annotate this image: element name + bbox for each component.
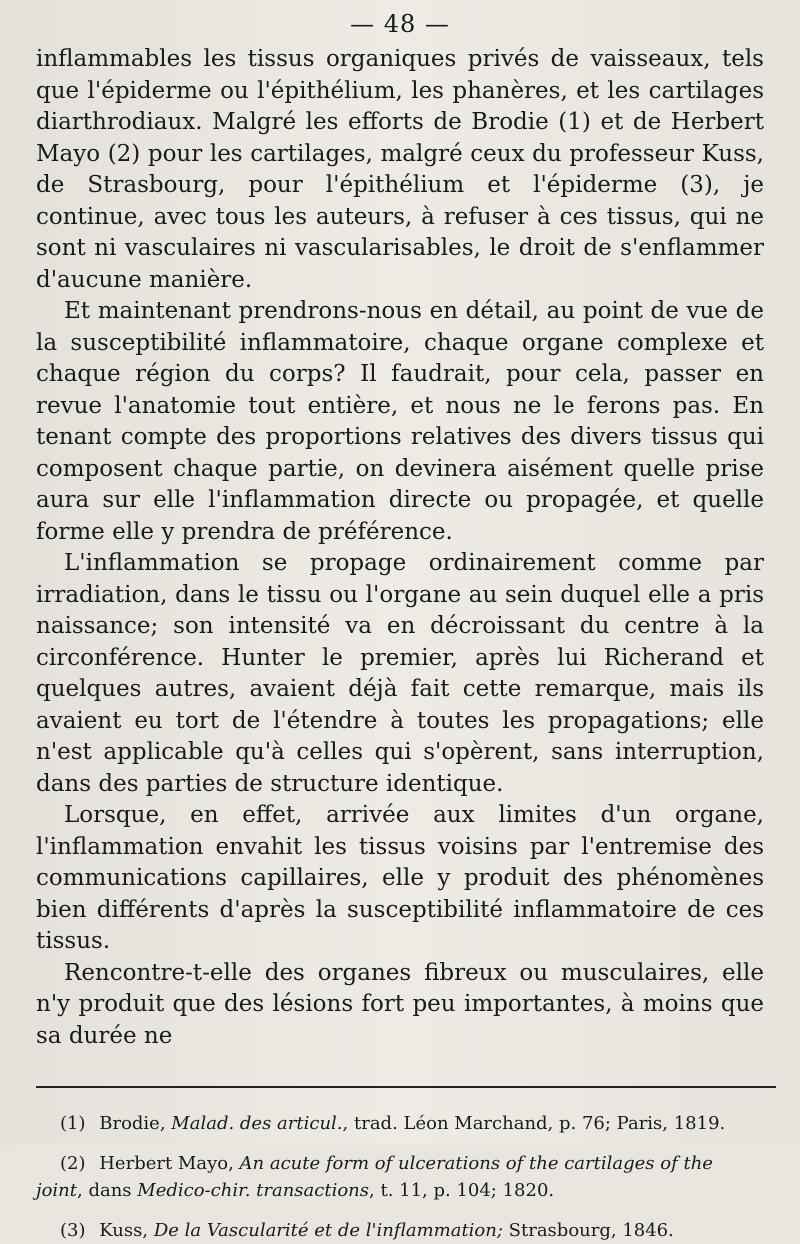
footnote-divider: [36, 1086, 776, 1088]
page-number: — 48 —: [350, 10, 450, 38]
paragraph: Lorsque, en effet, arrivée aux limites d'un organe, l'inflammation envahit les tissus voisins par l'entremise des communications capillaires, elle y produit des phénomènes bien différents d'après la susceptibilité inflammatoire de ces tissus.: [36, 802, 764, 954]
footnote-author: Herbert Mayo,: [99, 1153, 234, 1174]
footnote-title: De la Vascularité et de l'inflammation;: [153, 1220, 503, 1241]
footnotes: [36, 1110, 764, 1244]
footnote-author: Brodie,: [99, 1113, 166, 1134]
footnote-number: (1): [60, 1113, 86, 1134]
footnote-title: An acute form of ulcerations of the cartilages of the joint: [36, 1153, 713, 1201]
footnote-number: (3): [60, 1220, 86, 1241]
body-text: [36, 44, 764, 1052]
paragraph: inflammables les tissus organiques privés de vaisseaux, tels que l'épiderme ou l'épithélium, les phanères, et les cartilages diarthrodiaux. Malgré les efforts de Brodie (1) et de Herbert Mayo (2) pour les cartilages, malgré ceux du professeur Kuss, de Strasbourg, pour l'épithélium et l'épiderme (3), je continue, avec tous les auteurs, à refuser à ces tissus, qui ne sont ni vasculaires ni vascularisables, le droit de s'enflammer d'aucune manière.: [36, 46, 764, 293]
footnote: [36, 1150, 764, 1204]
footnote-details: , trad. Léon Marchand, p. 76; Paris, 1819.: [342, 1113, 726, 1134]
footnote-details: , t. 11, p. 104; 1820.: [369, 1180, 555, 1201]
footnote-title: Malad. des articul.: [171, 1113, 343, 1134]
footnote: [36, 1110, 764, 1137]
footnote-number: (2): [60, 1153, 86, 1174]
footnote-author: Kuss,: [99, 1220, 149, 1241]
footnote-details: Strasbourg, 1846.: [502, 1220, 674, 1241]
footnote-connector: , dans: [77, 1180, 132, 1201]
footnote: [36, 1217, 764, 1244]
paragraph: Et maintenant prendrons-nous en détail, au point de vue de la susceptibilité inflammatoire, chaque organe complexe et chaque région du corps? Il faudrait, pour cela, passer en revue l'anatomie tout entière, et nous ne le ferons pas. En tenant compte des proportions relatives des divers tissus qui composent chaque partie, on devinera aisément quelle prise aura sur elle l'inflammation directe ou propagée, et quelle forme elle y prendra de préférence.: [36, 298, 764, 545]
paragraph: L'inflammation se propage ordinairement comme par irradiation, dans le tissu ou l'organe au sein duquel elle a pris naissance; son intensité va en décroissant du centre à la circonférence. Hunter le premier, après lui Richerand et quelques autres, avaient déjà fait cette remarque, mais ils avaient eu tort de l'étendre à toutes les propagations; elle n'est applicable qu'à celles qui s'opèrent, sans interruption, dans des parties de structure identique.: [36, 550, 764, 797]
paragraph: Rencontre-t-elle des organes fibreux ou musculaires, elle n'y produit que des lésions fort peu importantes, à moins que sa durée ne: [36, 959, 764, 1049]
footnote-journal: Medico-chir. transactions: [137, 1180, 370, 1201]
